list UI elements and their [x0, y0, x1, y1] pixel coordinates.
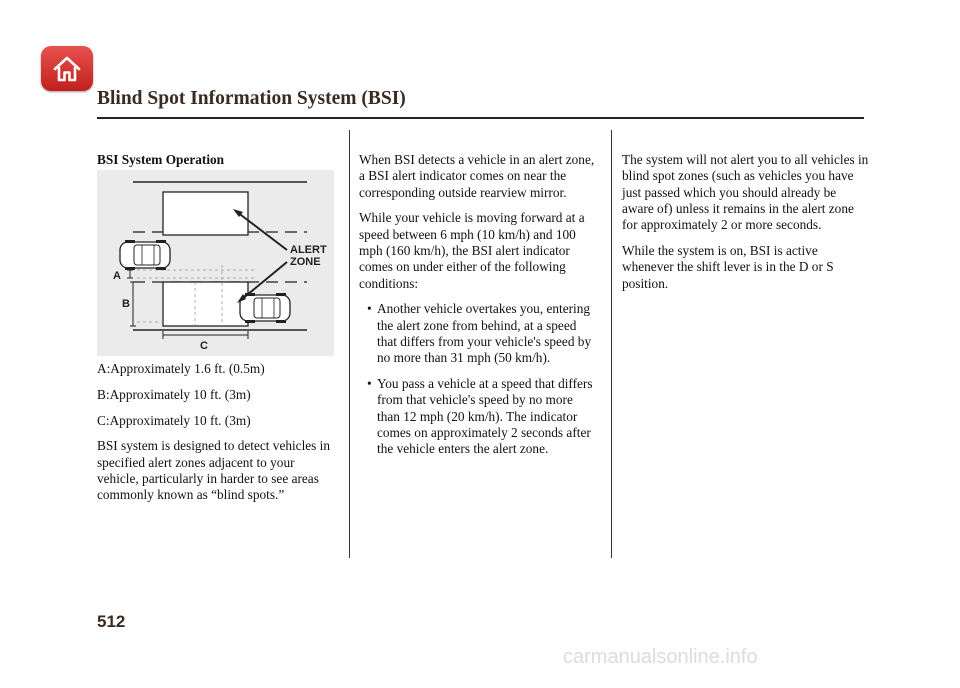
dimension-b-text: B:Approximately 10 ft. (3m) [97, 386, 251, 402]
dimension-a-text: A:Approximately 1.6 ft. (0.5m) [97, 361, 265, 376]
bullet-icon: • [367, 376, 372, 392]
vehicle-icon [240, 293, 290, 323]
column-2 [359, 152, 599, 467]
dimension-label-a: A [113, 270, 121, 282]
page-title: Blind Spot Information System (BSI) [97, 88, 406, 109]
alert-zone-label: ALERT [290, 244, 327, 256]
home-icon [52, 55, 82, 83]
body-paragraph: BSI system is designed to detect vehicles in specified alert zones adjacent to your vehicle, particularly in harder to see areas commonly known as “blind spots.” [97, 438, 331, 503]
list-item: • Another vehicle overtakes you, entering the alert zone from behind, at a speed that differs from your vehicle's speed by no more than 31 mph (50 km/h). [367, 301, 592, 366]
dimension-c-text: C:Approximately 10 ft. (3m) [97, 412, 251, 428]
body-paragraph: While the system is on, BSI is active whenever the shift lever is in the D or S position. [622, 242, 834, 291]
title-divider [97, 117, 864, 119]
dimension-label-c: C [200, 340, 208, 352]
bullet-icon: • [367, 301, 372, 317]
column-1-text [97, 361, 337, 513]
section-heading: BSI System Operation [97, 152, 225, 167]
body-paragraph: When BSI detects a vehicle in an alert zone, a BSI alert indicator comes on near the corresponding outside rearview mirror. [359, 152, 595, 200]
column-divider-2 [611, 130, 612, 558]
page-number: 512 [97, 612, 126, 631]
watermark: carmanualsonline.info [563, 646, 758, 668]
home-button[interactable] [41, 46, 93, 91]
column-divider-1 [349, 130, 350, 558]
dimension-label-b: B [122, 298, 130, 310]
bsi-diagram [97, 170, 334, 356]
alert-zone-label: ZONE [290, 256, 321, 268]
list-item: • You pass a vehicle at a speed that differs from that vehicle's speed by no more than 12 mph (20 km/h). The indicator comes on approximately 2 seconds after the vehicle enters the alert zone. [367, 376, 593, 457]
body-paragraph: The system will not alert you to all vehicles in blind spot zones (such as vehicles you have just passed which you should already be aware of) unless it remains in the alert zone for approximately 2 or more seconds. [622, 152, 869, 233]
column-3 [622, 152, 870, 301]
vehicle-icon [120, 240, 170, 270]
body-paragraph: While your vehicle is moving forward at a speed between 6 mph (10 km/h) and 100 mph (160 km/h), the BSI alert indicator comes on under either of the following conditions: [359, 210, 585, 291]
